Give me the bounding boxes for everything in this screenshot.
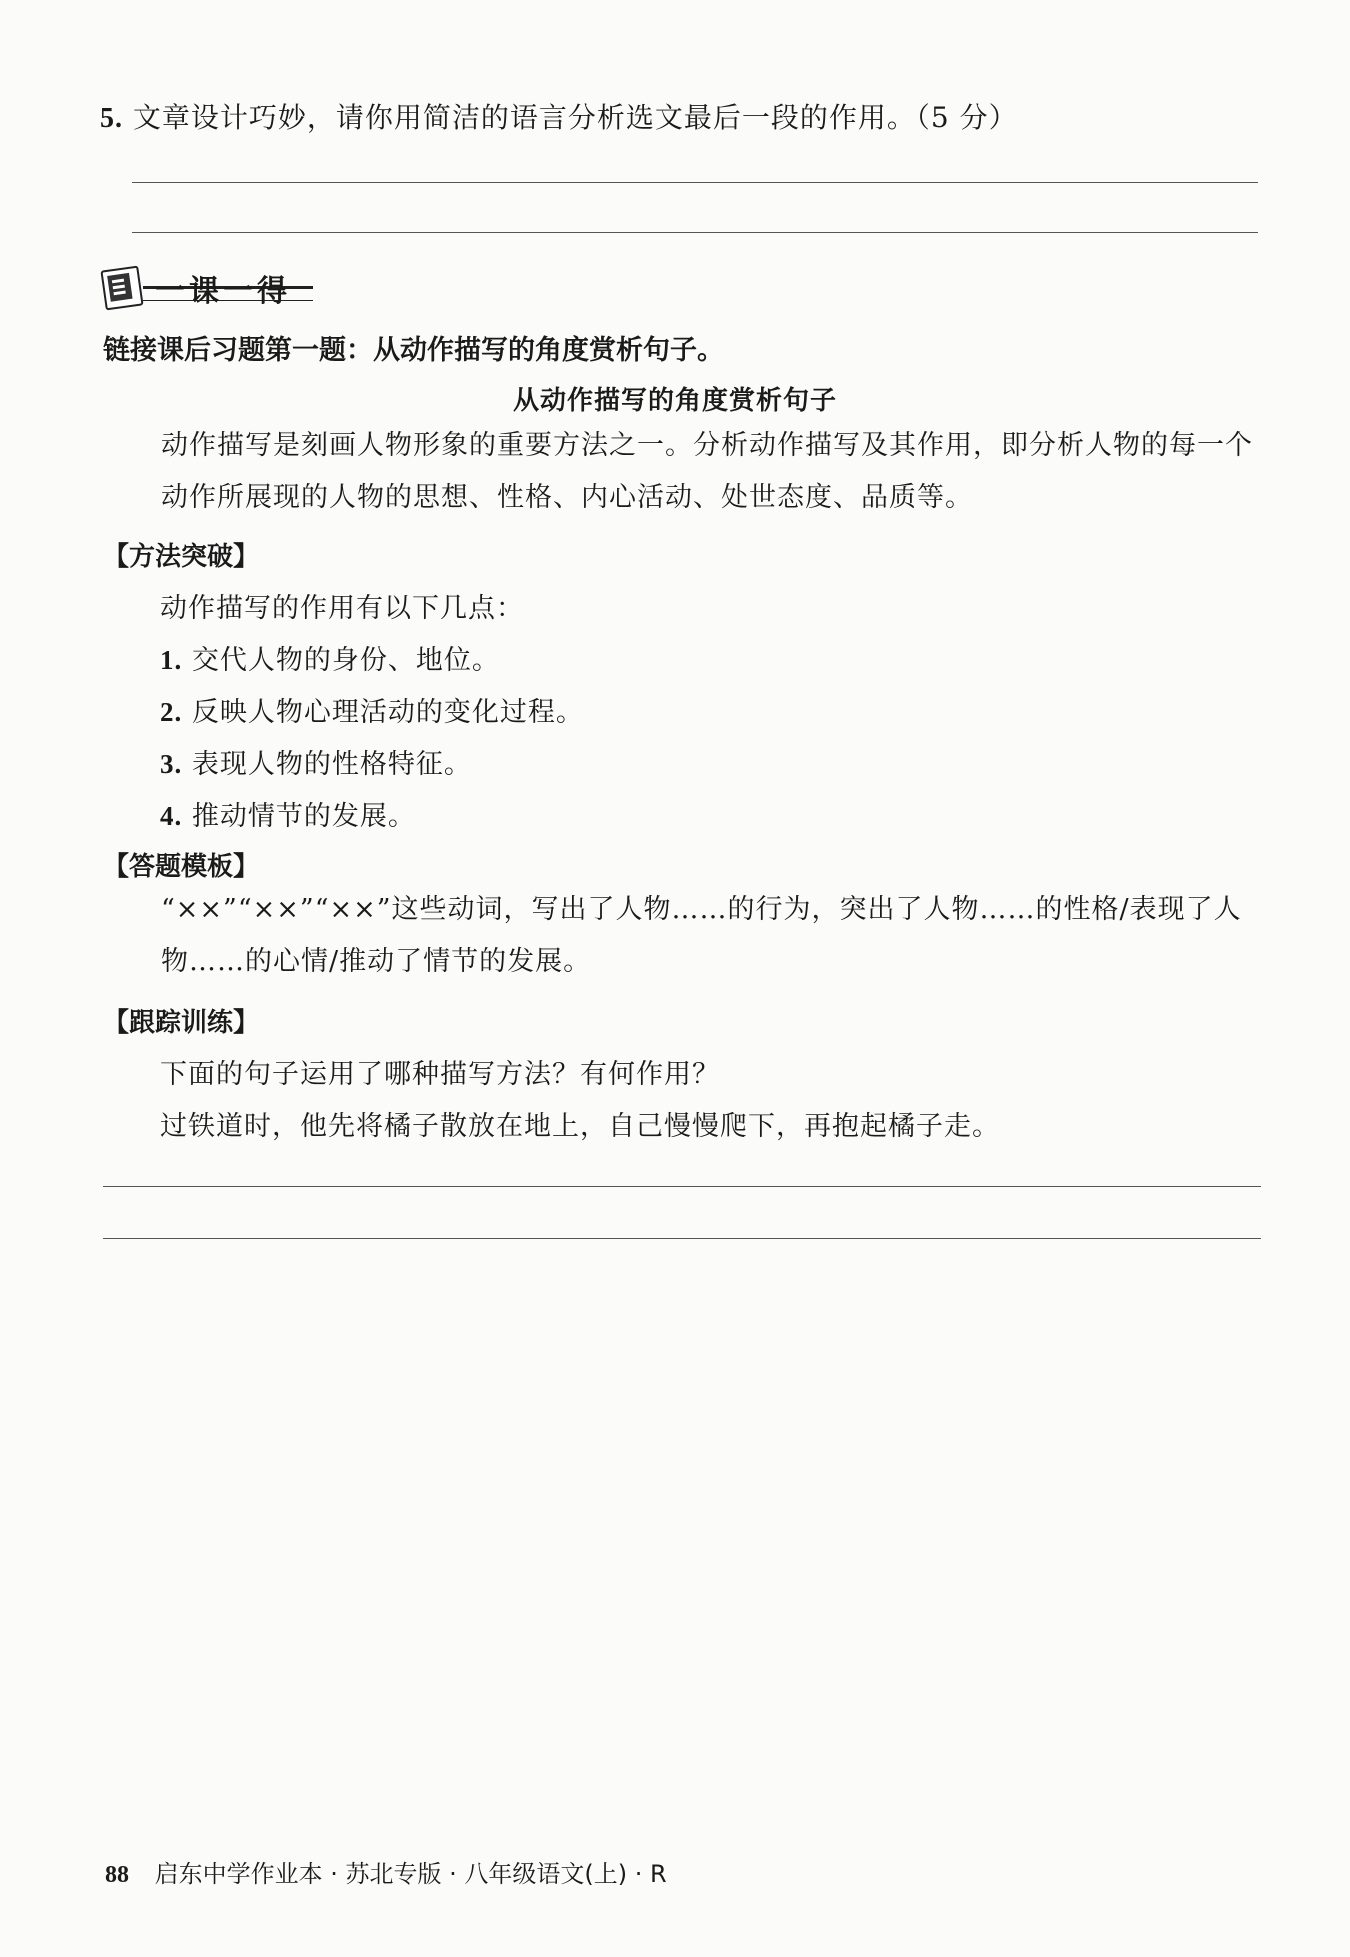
page-footer (105, 1854, 667, 1889)
method-item-4 (160, 794, 416, 833)
template-text: “××”“××”“××”这些动词，写出了人物……的行为，突出了人物……的性格/表现了人物……的心情/推动了情节的发展。 (161, 894, 1242, 977)
item-number: 3. (160, 749, 183, 779)
answer-line-2[interactable] (132, 232, 1258, 233)
book-title: 启东中学作业本 · 苏北专版 · 八年级语文(上) · R (154, 1860, 667, 1888)
training-question: 下面的句子运用了哪种描写方法？有何作用？ (160, 1059, 720, 1090)
method-item-2 (160, 690, 584, 729)
method-label: 【方法突破】 (103, 542, 260, 572)
section-title: 一课一得 (155, 274, 291, 309)
method-item-3 (160, 742, 472, 781)
template-label: 【答题模板】 (103, 852, 260, 882)
page-number: 88 (105, 1862, 129, 1888)
method-item-1 (160, 638, 500, 677)
intro-paragraph (103, 420, 1263, 524)
method-lead: 动作描写的作用有以下几点： (160, 593, 524, 624)
subtitle: 从动作描写的角度赏析句子 (512, 386, 837, 416)
item-text: 反映人物心理活动的变化过程。 (191, 697, 584, 728)
intro-text: 动作描写是刻画人物形象的重要方法之一。分析动作描写及其作用，即分析人物的每一个动作所展现的人物的思想、性格、内心活动、处世态度、品质等。 (161, 430, 1253, 513)
question-text: 文章设计巧妙，请你用简洁的语言分析选文最后一段的作用。（5 分） (132, 101, 1018, 134)
training-label: 【跟踪训练】 (103, 1008, 260, 1038)
answer-line-3[interactable] (103, 1186, 1261, 1187)
training-sentence: 过铁道时，他先将橘子散放在地上，自己慢慢爬下，再抱起橘子走。 (160, 1111, 1000, 1142)
section-header (103, 260, 313, 310)
answer-line-4[interactable] (103, 1238, 1261, 1239)
question-5 (100, 96, 1018, 136)
item-number: 4. (160, 801, 183, 831)
item-number: 1. (160, 645, 183, 675)
answer-line-1[interactable] (132, 182, 1258, 183)
template-paragraph (103, 884, 1263, 988)
item-text: 表现人物的性格特征。 (191, 749, 472, 780)
book-icon (100, 266, 143, 311)
item-number: 2. (160, 697, 183, 727)
question-number: 5. (100, 103, 123, 134)
item-text: 推动情节的发展。 (191, 801, 416, 832)
item-text: 交代人物的身份、地位。 (191, 645, 500, 676)
link-exercise-line: 链接课后习题第一题：从动作描写的角度赏析句子。 (103, 335, 724, 366)
